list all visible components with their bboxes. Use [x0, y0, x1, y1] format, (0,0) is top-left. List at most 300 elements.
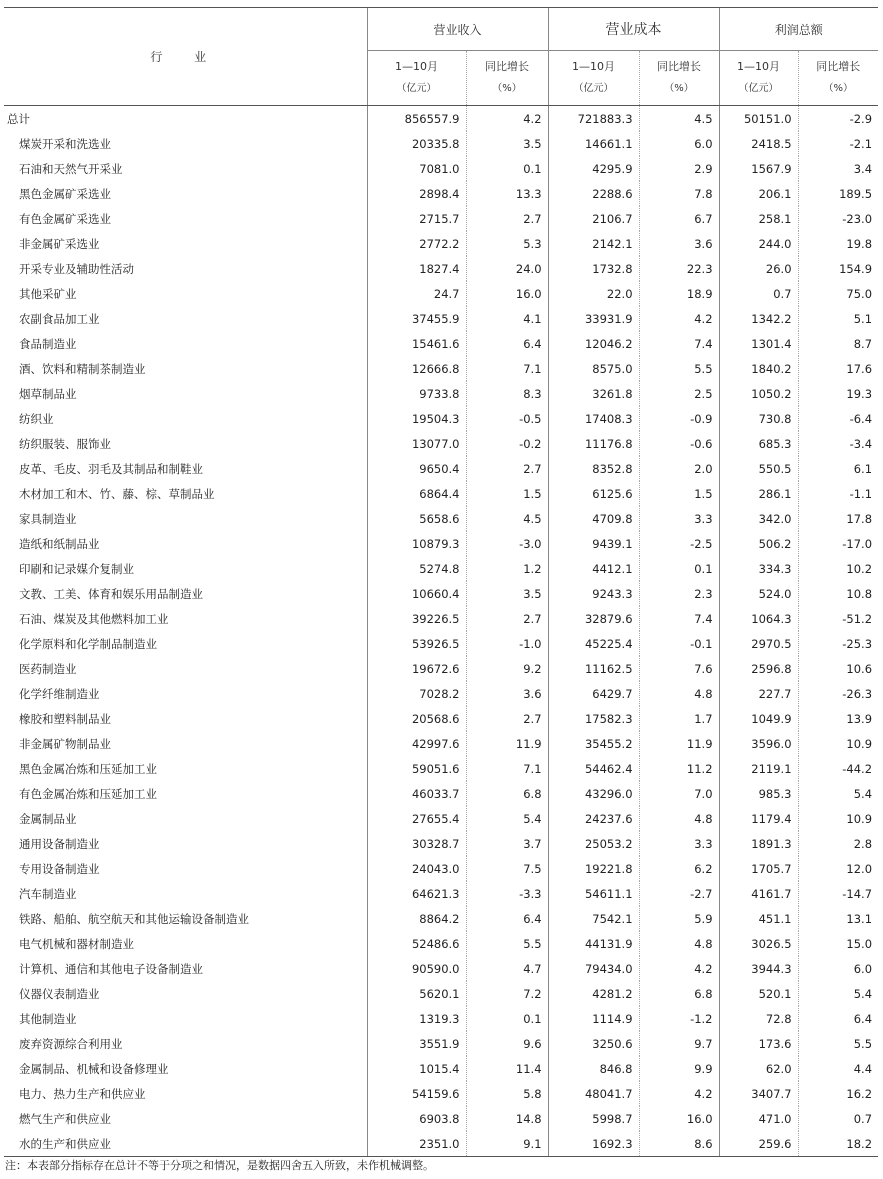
profit-growth: -6.4 [798, 406, 878, 431]
industry-name: 橡胶和塑料制品业 [19, 711, 111, 726]
cost-growth: 4.5 [639, 106, 719, 132]
profit-value: 258.1 [719, 206, 798, 231]
revenue-growth: 1.2 [466, 556, 548, 581]
cost-growth: 4.2 [639, 956, 719, 981]
revenue-growth: -0.5 [466, 406, 548, 431]
revenue-value: 39226.5 [367, 606, 466, 631]
profit-value: 1840.2 [719, 356, 798, 381]
revenue-value: 7081.0 [367, 156, 466, 181]
industry-name: 黑色金属矿采选业 [19, 186, 111, 201]
industry-name: 铁路、船舶、航空航天和其他运输设备制造业 [19, 911, 249, 926]
industry-name: 医药制造业 [19, 661, 77, 676]
profit-value: 2970.5 [719, 631, 798, 656]
table-row [4, 856, 878, 881]
profit-value: 26.0 [719, 256, 798, 281]
revenue-growth: 0.1 [466, 156, 548, 181]
revenue-growth: 3.5 [466, 581, 548, 606]
revenue-growth: 3.6 [466, 681, 548, 706]
cost-growth: 4.8 [639, 806, 719, 831]
profit-value: 206.1 [719, 181, 798, 206]
cost-growth: 11.2 [639, 756, 719, 781]
industry-name: 石油和天然气开采业 [19, 161, 123, 176]
revenue-value: 7028.2 [367, 681, 466, 706]
revenue-value: 19504.3 [367, 406, 466, 431]
cost-growth: 1.5 [639, 481, 719, 506]
table-row [4, 581, 878, 606]
cost-value: 33931.9 [548, 306, 639, 331]
revenue-value: 90590.0 [367, 956, 466, 981]
table-row [4, 1056, 878, 1081]
revenue-growth: 2.7 [466, 706, 548, 731]
cost-growth: -0.9 [639, 406, 719, 431]
revenue-value: 1015.4 [367, 1056, 466, 1081]
table-row [4, 356, 878, 381]
cost-value: 25053.2 [548, 831, 639, 856]
profit-value: 227.7 [719, 681, 798, 706]
industry-name: 农副食品加工业 [19, 311, 100, 326]
revenue-value: 24.7 [367, 281, 466, 306]
cost-value: 1114.9 [548, 1006, 639, 1031]
cost-growth: -2.7 [639, 881, 719, 906]
table-row [4, 706, 878, 731]
profit-growth: -2.1 [798, 131, 878, 156]
profit-growth: 6.1 [798, 456, 878, 481]
cost-value: 8575.0 [548, 356, 639, 381]
table-row [4, 556, 878, 581]
cost-value: 14661.1 [548, 131, 639, 156]
table-row [4, 131, 878, 156]
profit-growth: -25.3 [798, 631, 878, 656]
profit-value: 1050.2 [719, 381, 798, 406]
profit-growth: 5.1 [798, 306, 878, 331]
cost-value: 32879.6 [548, 606, 639, 631]
revenue-growth: 4.7 [466, 956, 548, 981]
revenue-value: 9733.8 [367, 381, 466, 406]
cost-value: 11176.8 [548, 431, 639, 456]
revenue-value: 64621.3 [367, 881, 466, 906]
revenue-value: 2898.4 [367, 181, 466, 206]
industry-name: 电力、热力生产和供应业 [19, 1086, 146, 1101]
profit-value: 520.1 [719, 981, 798, 1006]
profit-value: 4161.7 [719, 881, 798, 906]
revenue-value: 15461.6 [367, 331, 466, 356]
profit-value: 1891.3 [719, 831, 798, 856]
industry-name: 非金属矿采选业 [19, 236, 100, 251]
profit-value: 342.0 [719, 506, 798, 531]
revenue-value: 53926.5 [367, 631, 466, 656]
revenue-value: 30328.7 [367, 831, 466, 856]
profit-growth: 75.0 [798, 281, 878, 306]
table-row [4, 506, 878, 531]
revenue-value: 9650.4 [367, 456, 466, 481]
profit-growth: 12.0 [798, 856, 878, 881]
revenue-growth: 6.4 [466, 331, 548, 356]
profit-growth: 0.7 [798, 1106, 878, 1131]
industry-name: 汽车制造业 [19, 886, 77, 901]
table-row [4, 781, 878, 806]
revenue-value: 10660.4 [367, 581, 466, 606]
revenue-growth: -1.0 [466, 631, 548, 656]
table-row [4, 756, 878, 781]
revenue-group-header: 营业收入 [367, 8, 548, 51]
profit-value: 1705.7 [719, 856, 798, 881]
industry-name: 木材加工和木、竹、藤、棕、草制品业 [19, 486, 215, 501]
table-row [4, 381, 878, 406]
profit-growth: 6.0 [798, 956, 878, 981]
profit-growth: 13.9 [798, 706, 878, 731]
industry-name: 家具制造业 [19, 511, 77, 526]
cost-value: 4709.8 [548, 506, 639, 531]
revenue-growth: 5.3 [466, 231, 548, 256]
revenue-value: 8864.2 [367, 906, 466, 931]
profit-growth: 10.6 [798, 656, 878, 681]
profit-value: 286.1 [719, 481, 798, 506]
profit-growth: -44.2 [798, 756, 878, 781]
profit-value: 550.5 [719, 456, 798, 481]
profit-growth-header: 同比增长 （%） [798, 51, 878, 106]
profit-growth: 13.1 [798, 906, 878, 931]
revenue-growth: 8.3 [466, 381, 548, 406]
profit-growth: -23.0 [798, 206, 878, 231]
industry-name: 皮革、毛皮、羽毛及其制品和制鞋业 [19, 461, 203, 476]
revenue-growth: 9.2 [466, 656, 548, 681]
revenue-value: 6864.4 [367, 481, 466, 506]
table-row [4, 1006, 878, 1031]
profit-growth: 17.8 [798, 506, 878, 531]
revenue-value: 1827.4 [367, 256, 466, 281]
revenue-value: 20568.6 [367, 706, 466, 731]
cost-value: 12046.2 [548, 331, 639, 356]
industry-name: 燃气生产和供应业 [19, 1111, 111, 1126]
revenue-value: 6903.8 [367, 1106, 466, 1131]
table-row [4, 331, 878, 356]
profit-group-header: 利润总额 [719, 8, 878, 51]
profit-growth: 154.9 [798, 256, 878, 281]
industry-name: 计算机、通信和其他电子设备制造业 [19, 961, 203, 976]
table-row [4, 931, 878, 956]
profit-value: 50151.0 [719, 106, 798, 132]
industry-name: 非金属矿物制品业 [19, 736, 111, 751]
industry-name: 纺织业 [19, 411, 54, 426]
revenue-value: 2351.0 [367, 1131, 466, 1157]
profit-value: 2596.8 [719, 656, 798, 681]
profit-growth: 8.7 [798, 331, 878, 356]
industry-name: 有色金属矿采选业 [19, 211, 111, 226]
revenue-growth: 5.5 [466, 931, 548, 956]
cost-growth: 4.2 [639, 1081, 719, 1106]
profit-growth: 4.4 [798, 1056, 878, 1081]
cost-value: 54611.1 [548, 881, 639, 906]
table-row [4, 1131, 878, 1157]
cost-growth: 0.1 [639, 556, 719, 581]
table-row [4, 1081, 878, 1106]
cost-growth: 22.3 [639, 256, 719, 281]
profit-growth: -2.9 [798, 106, 878, 132]
profit-growth: 15.0 [798, 931, 878, 956]
profit-growth: 10.2 [798, 556, 878, 581]
cost-growth: 6.7 [639, 206, 719, 231]
revenue-growth: 2.7 [466, 606, 548, 631]
profit-value: 259.6 [719, 1131, 798, 1157]
profit-value: 1179.4 [719, 806, 798, 831]
cost-growth: 6.0 [639, 131, 719, 156]
profit-growth: 18.2 [798, 1131, 878, 1157]
industry-name: 化学纤维制造业 [19, 686, 100, 701]
profit-growth: 189.5 [798, 181, 878, 206]
table-row [4, 531, 878, 556]
profit-value: 471.0 [719, 1106, 798, 1131]
profit-value: 334.3 [719, 556, 798, 581]
table-row [4, 831, 878, 856]
cost-value: 1692.3 [548, 1131, 639, 1157]
profit-value: 72.8 [719, 1006, 798, 1031]
cost-growth: 7.0 [639, 781, 719, 806]
profit-value: 3407.7 [719, 1081, 798, 1106]
cost-growth: 7.4 [639, 331, 719, 356]
revenue-growth: 11.4 [466, 1056, 548, 1081]
cost-value: 17582.3 [548, 706, 639, 731]
profit-growth: -14.7 [798, 881, 878, 906]
revenue-growth: 9.1 [466, 1131, 548, 1157]
revenue-value: 1319.3 [367, 1006, 466, 1031]
industry-name: 造纸和纸制品业 [19, 536, 100, 551]
table-row [4, 406, 878, 431]
profit-growth: -1.1 [798, 481, 878, 506]
table-body [4, 106, 878, 1157]
table-row [4, 656, 878, 681]
profit-growth: 10.9 [798, 806, 878, 831]
table-row [4, 681, 878, 706]
cost-value: 35455.2 [548, 731, 639, 756]
table-row [4, 481, 878, 506]
table-row [4, 981, 878, 1006]
revenue-growth: 4.5 [466, 506, 548, 531]
table-row [4, 306, 878, 331]
cost-growth: -0.1 [639, 631, 719, 656]
revenue-growth: 7.5 [466, 856, 548, 881]
industry-name: 化学原料和化学制品制造业 [19, 636, 157, 651]
revenue-growth: 3.5 [466, 131, 548, 156]
industry-name: 石油、煤炭及其他燃料加工业 [19, 611, 169, 626]
cost-value: 846.8 [548, 1056, 639, 1081]
profit-value: 3944.3 [719, 956, 798, 981]
industry-name: 专用设备制造业 [19, 861, 100, 876]
table-row [4, 156, 878, 181]
revenue-value: 10879.3 [367, 531, 466, 556]
table-row [4, 1106, 878, 1131]
cost-growth: 7.8 [639, 181, 719, 206]
industry-name: 烟草制品业 [19, 386, 77, 401]
industry-name: 其他制造业 [19, 1011, 77, 1026]
revenue-growth: 6.4 [466, 906, 548, 931]
cost-growth: -2.5 [639, 531, 719, 556]
table-row [4, 631, 878, 656]
cost-growth: 7.6 [639, 656, 719, 681]
cost-value: 4281.2 [548, 981, 639, 1006]
industry-name: 通用设备制造业 [19, 836, 100, 851]
profit-growth: 5.5 [798, 1031, 878, 1056]
cost-growth: 16.0 [639, 1106, 719, 1131]
revenue-growth: 2.7 [466, 456, 548, 481]
revenue-growth: 9.6 [466, 1031, 548, 1056]
cost-value: 2106.7 [548, 206, 639, 231]
cost-growth: 2.5 [639, 381, 719, 406]
table-row [4, 731, 878, 756]
industry-name: 金属制品、机械和设备修理业 [19, 1061, 169, 1076]
cost-value: 48041.7 [548, 1081, 639, 1106]
revenue-growth: 3.7 [466, 831, 548, 856]
industry-name: 黑色金属冶炼和压延加工业 [19, 761, 157, 776]
revenue-growth: 7.1 [466, 756, 548, 781]
profit-growth: -17.0 [798, 531, 878, 556]
cost-growth: -1.2 [639, 1006, 719, 1031]
profit-value: 0.7 [719, 281, 798, 306]
profit-value: 1064.3 [719, 606, 798, 631]
cost-value: 79434.0 [548, 956, 639, 981]
profit-growth: -26.3 [798, 681, 878, 706]
revenue-value: 13077.0 [367, 431, 466, 456]
cost-value: 721883.3 [548, 106, 639, 132]
profit-value: 730.8 [719, 406, 798, 431]
industry-name: 仪器仪表制造业 [19, 986, 100, 1001]
cost-growth-header: 同比增长 （%） [639, 51, 719, 106]
revenue-growth: 24.0 [466, 256, 548, 281]
cost-value: 3261.8 [548, 381, 639, 406]
cost-growth: 6.2 [639, 856, 719, 881]
industry-name: 水的生产和供应业 [4, 1131, 367, 1157]
revenue-value: 2715.7 [367, 206, 466, 231]
revenue-growth: 6.8 [466, 781, 548, 806]
revenue-value: 5274.8 [367, 556, 466, 581]
revenue-value: 3551.9 [367, 1031, 466, 1056]
industry-name: 废弃资源综合利用业 [19, 1036, 123, 1051]
cost-value: 43296.0 [548, 781, 639, 806]
cost-value: 11162.5 [548, 656, 639, 681]
cost-value: 8352.8 [548, 456, 639, 481]
cost-value: 3250.6 [548, 1031, 639, 1056]
cost-growth: 4.2 [639, 306, 719, 331]
revenue-growth: 5.8 [466, 1081, 548, 1106]
cost-value: 5998.7 [548, 1106, 639, 1131]
revenue-growth: 4.1 [466, 306, 548, 331]
table-row [4, 181, 878, 206]
table-row [4, 431, 878, 456]
industry-name: 开采专业及辅助性活动 [19, 261, 134, 276]
cost-growth: 1.7 [639, 706, 719, 731]
cost-value: 17408.3 [548, 406, 639, 431]
revenue-value: 42997.6 [367, 731, 466, 756]
revenue-value: 5658.6 [367, 506, 466, 531]
profit-value: 244.0 [719, 231, 798, 256]
industry-name: 酒、饮料和精制茶制造业 [19, 361, 146, 376]
cost-growth: 9.9 [639, 1056, 719, 1081]
revenue-value: 2772.2 [367, 231, 466, 256]
footnote: 注：本表部分指标存在总计不等于分项之和情况，是数据四舍五入所致，未作机械调整。 [5, 1159, 434, 1172]
profit-value: 1567.9 [719, 156, 798, 181]
profit-growth: -3.4 [798, 431, 878, 456]
profit-value: 451.1 [719, 906, 798, 931]
revenue-growth: 5.4 [466, 806, 548, 831]
revenue-value: 20335.8 [367, 131, 466, 156]
cost-growth: 4.8 [639, 931, 719, 956]
industry-statistics-table [4, 7, 878, 1157]
cost-value: 4412.1 [548, 556, 639, 581]
revenue-value: 5620.1 [367, 981, 466, 1006]
cost-growth: 3.3 [639, 506, 719, 531]
table-row [4, 256, 878, 281]
industry-column-header: 行 业 [4, 8, 367, 106]
profit-value: 173.6 [719, 1031, 798, 1056]
cost-value: 6429.7 [548, 681, 639, 706]
revenue-growth: 7.1 [466, 356, 548, 381]
revenue-growth: 2.7 [466, 206, 548, 231]
revenue-growth: -0.2 [466, 431, 548, 456]
industry-name: 煤炭开采和洗选业 [19, 136, 111, 151]
table-row [4, 206, 878, 231]
cost-growth: 3.6 [639, 231, 719, 256]
revenue-value: 46033.7 [367, 781, 466, 806]
industry-name: 文教、工美、体育和娱乐用品制造业 [19, 586, 203, 601]
cost-value: 45225.4 [548, 631, 639, 656]
profit-value: 1342.2 [719, 306, 798, 331]
cost-growth: 18.9 [639, 281, 719, 306]
cost-value: 7542.1 [548, 906, 639, 931]
industry-name: 纺织服装、服饰业 [19, 436, 111, 451]
revenue-growth: 11.9 [466, 731, 548, 756]
profit-growth: 5.4 [798, 781, 878, 806]
revenue-growth: 0.1 [466, 1006, 548, 1031]
profit-growth: 19.8 [798, 231, 878, 256]
cost-value: 24237.6 [548, 806, 639, 831]
table-row [4, 606, 878, 631]
table-row [4, 456, 878, 481]
revenue-value: 54159.6 [367, 1081, 466, 1106]
cost-value: 44131.9 [548, 931, 639, 956]
cost-growth: 2.0 [639, 456, 719, 481]
cost-growth: 5.9 [639, 906, 719, 931]
revenue-value: 856557.9 [367, 106, 466, 132]
profit-value: 3026.5 [719, 931, 798, 956]
profit-growth: 5.4 [798, 981, 878, 1006]
table-row [4, 806, 878, 831]
revenue-value: 27655.4 [367, 806, 466, 831]
revenue-growth: 4.2 [466, 106, 548, 132]
profit-value: 685.3 [719, 431, 798, 456]
total-row [4, 106, 878, 132]
cost-growth: -0.6 [639, 431, 719, 456]
profit-value: 62.0 [719, 1056, 798, 1081]
cost-value: 9243.3 [548, 581, 639, 606]
cost-growth: 7.4 [639, 606, 719, 631]
cost-growth: 11.9 [639, 731, 719, 756]
industry-name: 金属制品业 [19, 811, 77, 826]
revenue-growth: 1.5 [466, 481, 548, 506]
table-row [4, 956, 878, 981]
table-row [4, 881, 878, 906]
industry-name: 电气机械和器材制造业 [19, 936, 134, 951]
industry-name: 总计 [7, 111, 30, 126]
cost-growth: 3.3 [639, 831, 719, 856]
profit-growth: 17.6 [798, 356, 878, 381]
cost-value: 6125.6 [548, 481, 639, 506]
profit-amount-header: 1—10月 （亿元） [719, 51, 798, 106]
cost-value: 4295.9 [548, 156, 639, 181]
cost-growth: 6.8 [639, 981, 719, 1006]
revenue-value: 12666.8 [367, 356, 466, 381]
cost-growth: 9.7 [639, 1031, 719, 1056]
industry-name: 食品制造业 [19, 336, 77, 351]
profit-growth: 6.4 [798, 1006, 878, 1031]
